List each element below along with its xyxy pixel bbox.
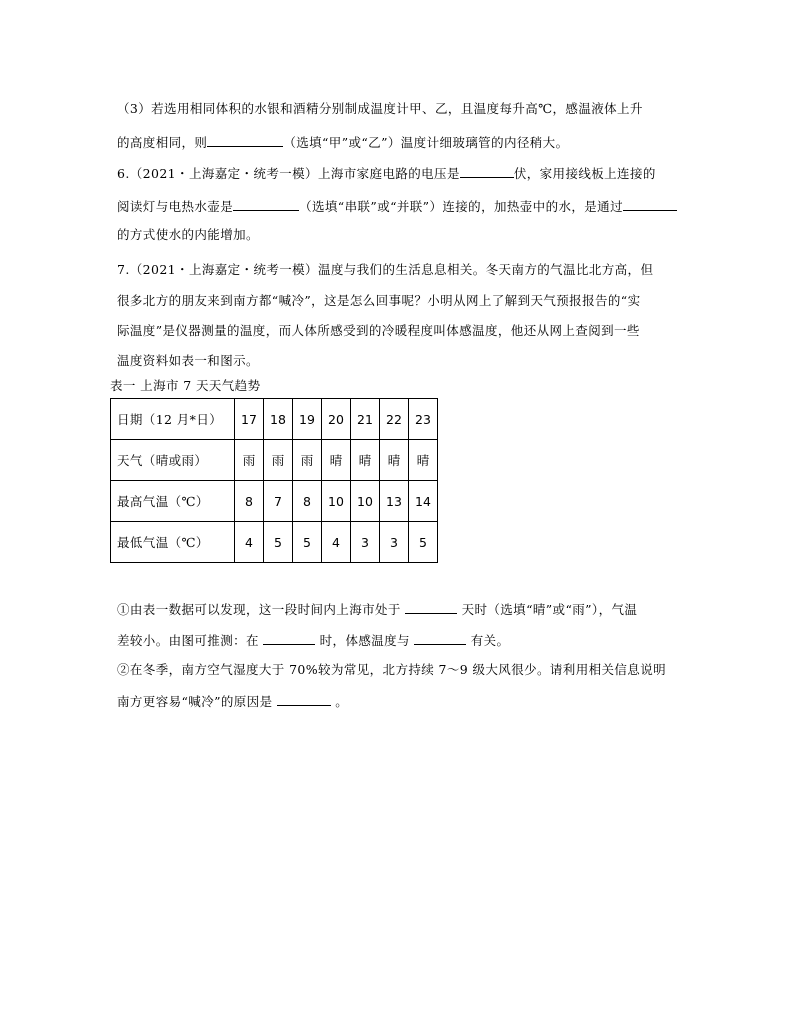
q7-sub2-text-2a: 南方更容易“喊冷”的原因是 xyxy=(117,694,273,709)
q7-weather-blank[interactable] xyxy=(405,601,457,614)
q7-sub1-text-2b: 时，体感温度与 xyxy=(319,633,410,648)
q7-text-2: 很多北方的朋友来到南方都“喊冷”，这是怎么回事呢？小明从网上了解到天气预报报告的“实 xyxy=(117,293,641,308)
high-temp-cell: 10 xyxy=(322,481,351,522)
q7-sub2-line-1 xyxy=(117,662,666,678)
high-temp-cell: 13 xyxy=(380,481,409,522)
low-temp-cell: 4 xyxy=(235,522,264,563)
q6-text-2b: （选填“串联”或“并联”）连接的，加热壶中的水，是通过 xyxy=(299,199,623,214)
date-cell: 20 xyxy=(322,399,351,440)
q7-line-4 xyxy=(117,353,259,369)
low-temp-cell: 5 xyxy=(264,522,293,563)
row-header-weather: 天气（晴或雨） xyxy=(111,440,235,481)
q3-text-2b: （选填“甲”或“乙”）温度计细玻璃管的内径稍大。 xyxy=(283,135,569,150)
q7-sub1-text-2c: 有关。 xyxy=(470,633,510,648)
low-temp-cell: 4 xyxy=(322,522,351,563)
q6-line-3 xyxy=(117,227,259,243)
weather-cell: 雨 xyxy=(264,440,293,481)
date-cell: 18 xyxy=(264,399,293,440)
q6-text-3: 的方式使水的内能增加。 xyxy=(117,227,259,242)
q7-sub2-text-2b: 。 xyxy=(335,694,349,709)
weather-cell: 雨 xyxy=(235,440,264,481)
q7-sub1-text-1b: 天时（选填“晴”或“雨”），气温 xyxy=(461,602,638,617)
q6-line-2 xyxy=(117,198,677,215)
q7-condition-blank[interactable] xyxy=(263,632,315,645)
date-cell: 22 xyxy=(380,399,409,440)
weather-table xyxy=(110,398,438,563)
q7-factor-blank[interactable] xyxy=(414,632,466,645)
q3-answer-blank[interactable] xyxy=(207,134,283,147)
high-temp-cell: 8 xyxy=(293,481,322,522)
weather-cell: 晴 xyxy=(409,440,438,481)
table-row-high xyxy=(111,481,438,522)
q3-line-2 xyxy=(117,134,568,151)
q7-sub2-line-2 xyxy=(117,693,348,710)
low-temp-cell: 3 xyxy=(380,522,409,563)
q7-text-3: 际温度”是仪器测量的温度，而人体所感受到的冷暖程度叫体感温度，他还从网上查阅到一些 xyxy=(117,323,640,338)
q6-text-1a: 6.（2021・上海嘉定・统考一模）上海市家庭电路的电压是 xyxy=(117,166,460,181)
q7-line-3 xyxy=(117,323,640,339)
q7-sub1-text-2a: 差较小。由图可推测：在 xyxy=(117,633,259,648)
q7-reason-blank[interactable] xyxy=(277,693,331,706)
q7-text-1: 7.（2021・上海嘉定・统考一模）温度与我们的生活息息相关。冬天南方的气温比北方高，但 xyxy=(117,262,654,277)
date-cell: 23 xyxy=(409,399,438,440)
weather-cell: 晴 xyxy=(351,440,380,481)
table-caption xyxy=(110,378,260,394)
high-temp-cell: 10 xyxy=(351,481,380,522)
low-temp-cell: 5 xyxy=(409,522,438,563)
weather-cell: 雨 xyxy=(293,440,322,481)
table-row-weather xyxy=(111,440,438,481)
q6-line-1 xyxy=(117,165,656,182)
q7-text-4: 温度资料如表一和图示。 xyxy=(117,353,259,368)
weather-cell: 晴 xyxy=(322,440,351,481)
q7-line-1 xyxy=(117,262,653,278)
q7-sub2-text-1: ②在冬季，南方空气湿度大于 70%较为常见，北方持续 7～9 级大风很少。请利用相关信息说明 xyxy=(117,662,667,677)
q3-text-2a: 的高度相同，则 xyxy=(117,135,208,150)
table-row-low xyxy=(111,522,438,563)
row-header-low: 最低气温（℃） xyxy=(111,522,235,563)
high-temp-cell: 14 xyxy=(409,481,438,522)
low-temp-cell: 5 xyxy=(293,522,322,563)
q6-method-blank[interactable] xyxy=(623,198,677,211)
q6-connection-blank[interactable] xyxy=(233,198,299,211)
table-row-dates xyxy=(111,399,438,440)
q3-text-1: （3）若选用相同体积的水银和酒精分别制成温度计甲、乙，且温度每升高℃，感温液体上升 xyxy=(117,101,643,116)
low-temp-cell: 3 xyxy=(351,522,380,563)
q3-line-1 xyxy=(117,101,643,117)
q6-voltage-blank[interactable] xyxy=(460,165,514,178)
date-cell: 19 xyxy=(293,399,322,440)
high-temp-cell: 7 xyxy=(264,481,293,522)
q7-sub1-line-1 xyxy=(117,601,637,618)
q6-text-2a: 阅读灯与电热水壶是 xyxy=(117,199,234,214)
date-cell: 21 xyxy=(351,399,380,440)
row-header-high: 最高气温（℃） xyxy=(111,481,235,522)
q7-line-2 xyxy=(117,293,640,309)
q7-sub1-text-1a: ①由表一数据可以发现，这一段时间内上海市处于 xyxy=(117,602,401,617)
date-cell: 17 xyxy=(235,399,264,440)
weather-cell: 晴 xyxy=(380,440,409,481)
row-header-dates: 日期（12 月*日） xyxy=(111,399,235,440)
q7-sub1-line-2 xyxy=(117,632,509,649)
q6-text-1b: 伏，家用接线板上连接的 xyxy=(513,166,656,181)
high-temp-cell: 8 xyxy=(235,481,264,522)
table-caption-text: 表一 上海市 7 天天气趋势 xyxy=(110,378,261,393)
